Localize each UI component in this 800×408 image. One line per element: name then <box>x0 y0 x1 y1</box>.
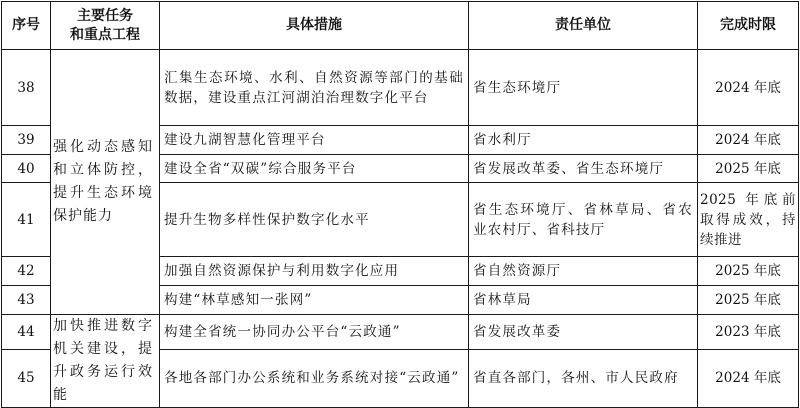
row-number: 38 <box>2 50 51 126</box>
time-cell: 2025 年底 <box>698 155 799 183</box>
measure-cell: 构建全省统一协同办公平台“云政通” <box>160 315 469 350</box>
unit-cell: 省水利厅 <box>469 126 698 155</box>
unit-cell: 省发展改革委、省生态环境厅 <box>469 155 698 183</box>
task-table <box>1 1 799 408</box>
header-num: 序号 <box>2 2 51 50</box>
row-number: 40 <box>2 155 51 183</box>
unit-cell: 省林草局 <box>469 286 698 315</box>
task-cell: 强化动态感知和立体防控，提升生态环境保护能力 <box>51 50 160 315</box>
header-measure: 具体措施 <box>160 2 469 50</box>
unit-cell: 省直各部门，各州、市人民政府 <box>469 349 698 407</box>
table-row <box>2 315 799 350</box>
row-number: 39 <box>2 126 51 155</box>
time-cell: 2025 年底前取得成效，持续推进 <box>698 183 799 257</box>
row-number: 41 <box>2 183 51 257</box>
unit-cell: 省发展改革委 <box>469 315 698 350</box>
header-time: 完成时限 <box>698 2 799 50</box>
time-cell: 2025 年底 <box>698 286 799 315</box>
measure-cell: 提升生物多样性保护数字化水平 <box>160 183 469 257</box>
header-unit: 责任单位 <box>469 2 698 50</box>
measure-cell: 构建“林草感知一张网” <box>160 286 469 315</box>
time-cell: 2024 年底 <box>698 349 799 407</box>
table-row <box>2 50 799 126</box>
measure-cell: 建设九湖智慧化管理平台 <box>160 126 469 155</box>
time-cell: 2023 年底 <box>698 315 799 350</box>
measure-cell: 汇集生态环境、水利、自然资源等部门的基础数据，建设重点江河湖泊治理数字化平台 <box>160 50 469 126</box>
time-cell: 2025 年底 <box>698 257 799 286</box>
time-cell: 2024 年底 <box>698 126 799 155</box>
task-cell: 加快推进数字机关建设，提升政务运行效能 <box>51 315 160 408</box>
row-number: 44 <box>2 315 51 350</box>
header-row <box>2 2 799 50</box>
measure-cell: 建设全省“双碳”综合服务平台 <box>160 155 469 183</box>
measure-cell: 各地各部门办公系统和业务系统对接“云政通” <box>160 349 469 407</box>
unit-cell: 省生态环境厅 <box>469 50 698 126</box>
time-cell: 2024 年底 <box>698 50 799 126</box>
measure-cell: 加强自然资源保护与利用数字化应用 <box>160 257 469 286</box>
row-number: 42 <box>2 257 51 286</box>
row-number: 45 <box>2 349 51 407</box>
unit-cell: 省生态环境厅、省林草局、省农业农村厅、省科技厅 <box>469 183 698 257</box>
header-task: 主要任务 和重点工程 <box>51 2 160 50</box>
row-number: 43 <box>2 286 51 315</box>
unit-cell: 省自然资源厅 <box>469 257 698 286</box>
